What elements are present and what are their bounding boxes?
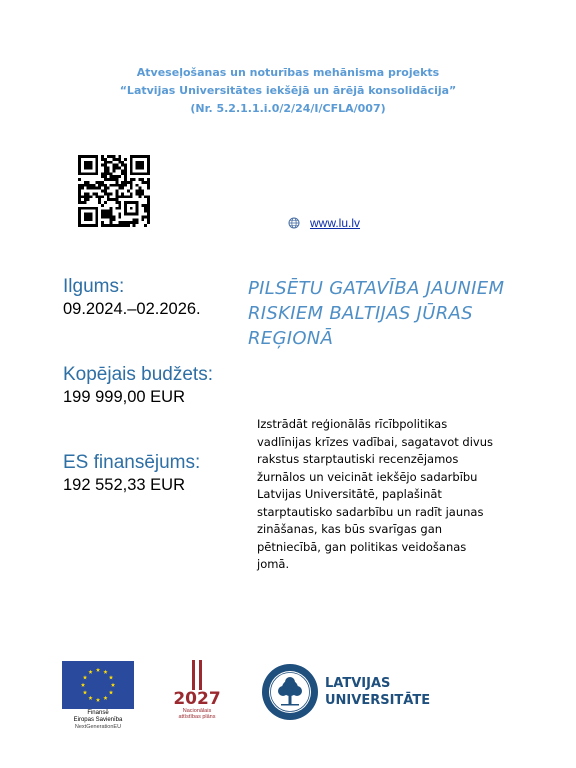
globe-icon [288, 217, 300, 229]
description-line: rakstus starptautiski recenzējamos [257, 452, 459, 466]
website-link[interactable]: www.lu.lv [310, 216, 361, 230]
budget-value: 199 999,00 EUR [63, 388, 186, 406]
project-header [0, 64, 576, 118]
university-name: LATVIJAS UNIVERSITĀTE [325, 676, 431, 708]
plan-label: Nacionālais attīstības plāns [178, 708, 216, 720]
qr-code[interactable] [78, 155, 150, 227]
budget-block [63, 364, 213, 408]
funding-value: 192 552,33 EUR [63, 476, 186, 494]
university-seal-icon [261, 663, 319, 721]
description-line: jomā. [257, 557, 290, 571]
description-line: starptautisko sadarbību un radīt jaunas [257, 504, 484, 519]
description-line: Latvijas Universitātē, paplašināt [257, 487, 442, 501]
funding-label: ES finansējums: [63, 452, 201, 473]
project-title [248, 276, 548, 351]
title-line: PILSĒTU GATAVĪBA JAUNIEM [248, 278, 505, 299]
university-logo [261, 663, 430, 721]
eu-logo [62, 661, 134, 730]
description-line: pētniecībā, gan politikas veidošanas [257, 539, 467, 554]
duration-block [63, 276, 201, 320]
national-plan-logo [165, 658, 229, 720]
eu-funded-label: Finansē Eiropas Savienība [73, 710, 123, 723]
description-line: žurnālos un veicināt iekšējo sadarbību [257, 469, 478, 484]
project-description [257, 416, 527, 574]
eu-flag-icon [62, 661, 134, 709]
duration-label: Ilgums: [63, 276, 125, 297]
title-line: REĢIONĀ [248, 328, 334, 349]
budget-label: Kopējais budžets: [63, 364, 213, 385]
funding-block [63, 452, 200, 496]
website-row [288, 216, 360, 230]
duration-value: 09.2024.–02.2026. [63, 300, 201, 318]
eu-nextgen-label: NextGenerationEU [74, 724, 122, 730]
description-line: Izstrādāt reģionālās rīcībpolitikas [257, 417, 448, 431]
title-line: RISKIEM BALTIJAS JŪRAS [248, 303, 473, 324]
description-line: vadlīnijas krīzes vadībai, sagatavot divus [257, 434, 493, 449]
header-line-2: “Latvijas Universitātes iekšējā un ārējā konsolidācija” [119, 84, 457, 97]
plan-year: 2027 [173, 689, 221, 709]
header-line-1: Atveseļošanas un noturības mehānisma projekts [136, 66, 440, 79]
header-line-3: (Nr. 5.2.1.1.i.0/2/24/I/CFLA/007) [190, 102, 386, 115]
description-line: zināšanas, kas būs svarīgas gan [257, 522, 443, 536]
flag-bars-icon [165, 658, 229, 690]
